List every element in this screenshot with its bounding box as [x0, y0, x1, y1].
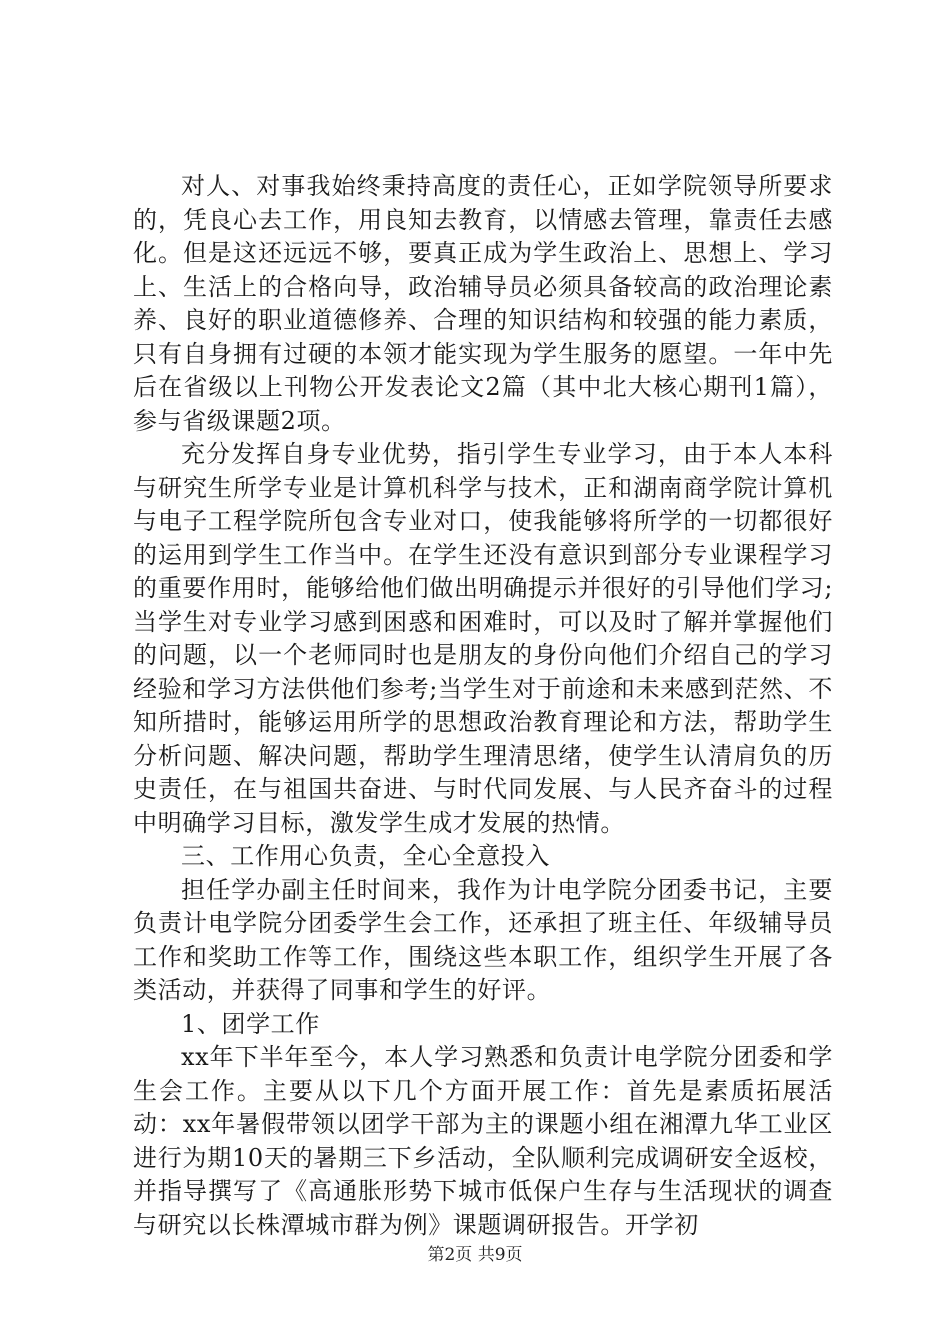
page-number: 第2页 共9页: [427, 1245, 523, 1265]
paragraph-responsibility: 对人、对事我始终秉持高度的责任心，正如学院领导所要求的，凭良心去工作，用良知去教育，以情感去管理，靠责任去感化。但是这还远远不够，要真正成为学生政治上、思想上、学习上、生活上的合格向导，政治辅导员必须具备较高的政治理论素养、良好的职业道德修养、合理的知识结构和较强的能力素质，只有自身拥有过硬的本领才能实现为学生服务的愿望。一年中先后在省级以上刊物公开发表论文2篇（其中北大核心期刊1篇），参与省级课题2项。: [133, 172, 833, 435]
subsection-heading-1: 1、团学工作: [181, 1009, 320, 1038]
document-body: [133, 170, 833, 1242]
section-heading-3: 三、工作用心负责，全心全意投入: [181, 842, 550, 870]
paragraph-duties: 担任学办副主任时间来，我作为计电学院分团委书记，主要负责计电学院分团委学生会工作，还承担了班主任、年级辅导员工作和奖助工作等工作，围绕这些本职工作，组织学生开展了各类活动，并获得了同事和学生的好评。: [133, 875, 833, 1004]
paragraph-league-work: xx年下半年至今，本人学习熟悉和负责计电学院分团委和学生会工作。主要从以下几个方面开展工作：首先是素质拓展活动：xx年暑假带领以团学干部为主的课题小组在湘潭九华工业区进行为期10天的暑期三下乡活动，全队顺利完成调研安全返校，并指导撰写了《高通胀形势下城市低保户生存与生活现状的调查与研究以长株潭城市群为例》课题调研报告。开学初: [133, 1043, 833, 1239]
paragraph-professional-advantage: 充分发挥自身专业优势，指引学生专业学习，由于本人本科与研究生所学专业是计算机科学与技术，正和湖南商学院计算机与电子工程学院所包含专业对口，使我能够将所学的一切都很好的运用到学生工作当中。在学生还没有意识到部分专业课程学习的重要作用时，能够给他们做出明确提示并很好的引导他们学习;当学生对专业学习感到困惑和困难时，可以及时了解并掌握他们的问题，以一个老师同时也是朋友的身份向他们介绍自己的学习经验和学习方法供他们参考;当学生对于前途和未来感到茫然、不知所措时，能够运用所学的思想政治教育理论和方法，帮助学生分析问题、解决问题，帮助学生理清思绪，使学生认清肩负的历史责任，在与祖国共奋进、与时代同发展、与人民齐奋斗的过程中明确学习目标，激发学生成才发展的热情。: [133, 440, 833, 837]
page-footer: [0, 1244, 950, 1266]
